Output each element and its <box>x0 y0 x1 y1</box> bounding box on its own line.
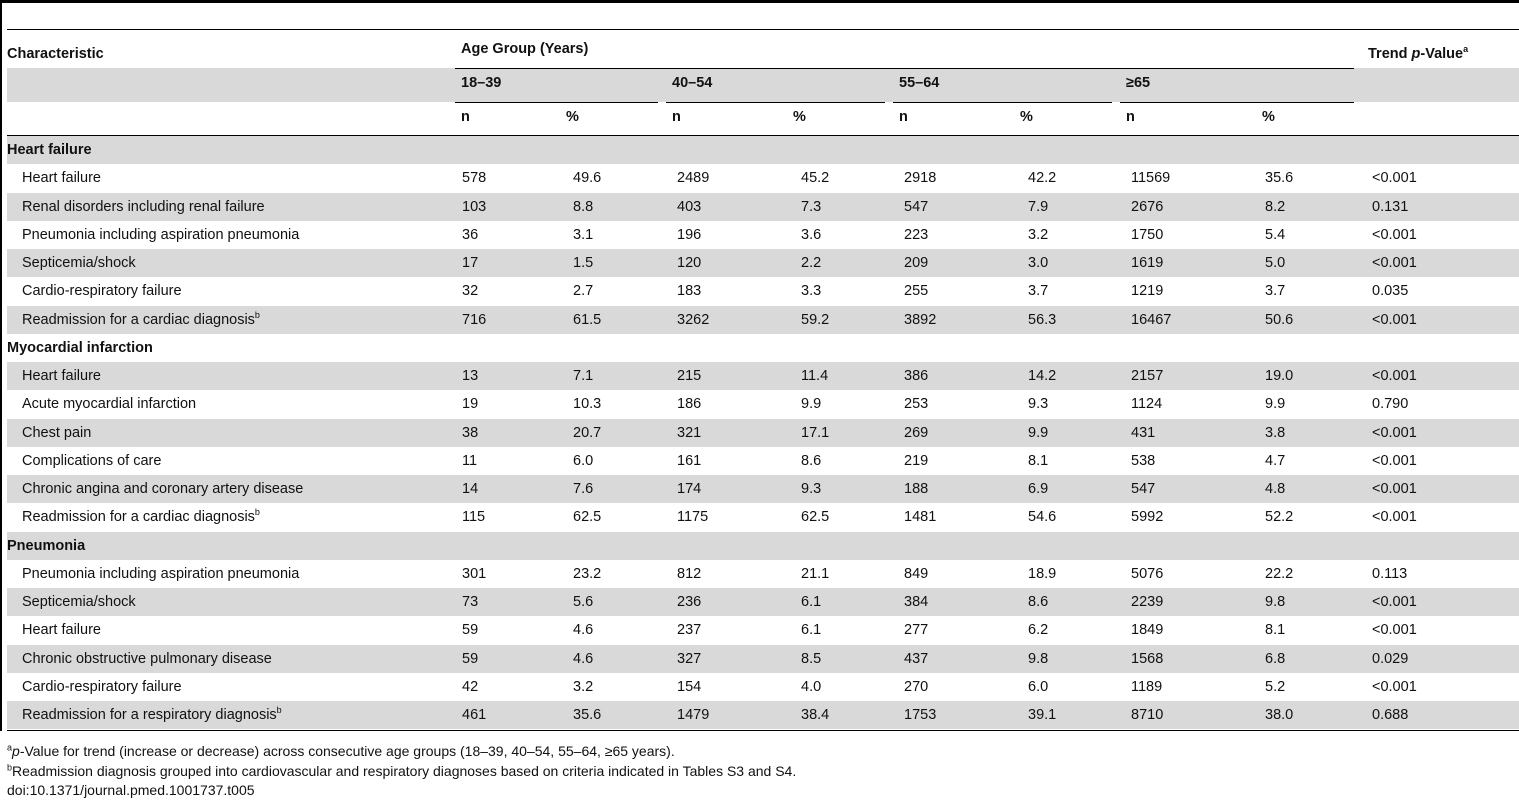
cell-pct: 6.9 <box>1028 475 1131 503</box>
cell-n: 174 <box>677 475 801 503</box>
cell-n: 3262 <box>677 306 801 334</box>
table-row <box>7 588 1519 616</box>
cell-p-value: 0.790 <box>1372 396 1409 413</box>
cell-n: 1753 <box>904 701 1028 729</box>
row-label <box>7 560 462 588</box>
cell-pct: 6.1 <box>801 588 904 616</box>
cell-pct: 8.1 <box>1265 622 1286 639</box>
cell-pct: 35.6 <box>573 701 677 729</box>
row-label <box>7 193 462 221</box>
cell-n: 327 <box>677 645 801 673</box>
cell-pct: 8.2 <box>1265 193 1372 221</box>
header-group-65-plus: ≥65 <box>1126 75 1151 91</box>
cell-n: 1219 <box>1131 283 1164 300</box>
cell-pct: 9.9 <box>801 396 822 413</box>
group-rule-1 <box>455 102 658 103</box>
table-row <box>7 419 1519 447</box>
cell-n: 269 <box>904 419 1028 447</box>
cell-n: 115 <box>462 509 486 526</box>
cell-pct: 50.6 <box>1265 306 1372 334</box>
cell-pct: 3.8 <box>1265 419 1372 447</box>
cell-n: 219 <box>904 452 929 469</box>
cell-n: 183 <box>677 283 702 300</box>
cell-p-value: <0.001 <box>1372 226 1417 243</box>
row-label <box>7 390 462 418</box>
row-label-text: Chronic obstructive pulmonary disease <box>22 650 272 667</box>
cell-pct: 14.2 <box>1028 362 1131 390</box>
cell-pct: 3.2 <box>1028 226 1049 243</box>
cell-n: 2489 <box>677 170 710 187</box>
cell-pct: 6.2 <box>1028 622 1049 639</box>
cell-n: 255 <box>904 283 929 300</box>
cell-n: 154 <box>677 678 702 695</box>
row-label <box>7 249 462 277</box>
header-group-18-39: 18–39 <box>461 75 502 91</box>
row-label <box>7 645 462 673</box>
group-rule-2 <box>666 102 885 103</box>
cell-pct: 3.6 <box>801 226 822 243</box>
cell-n: 5076 <box>1131 565 1164 582</box>
header-band-groups <box>7 68 1519 102</box>
cell-pct: 6.0 <box>573 452 594 469</box>
cell-pct: 9.8 <box>1265 588 1372 616</box>
header-characteristic: Characteristic <box>7 46 104 62</box>
row-label <box>7 362 462 390</box>
cell-n: 2676 <box>1131 193 1265 221</box>
cell-n: 1479 <box>677 701 801 729</box>
cell-pct: 3.1 <box>573 226 594 243</box>
cell-pct: 52.2 <box>1265 509 1294 526</box>
cell-pct: 5.2 <box>1265 678 1286 695</box>
cell-n: 19 <box>462 396 479 413</box>
row-label-text: Acute myocardial infarction <box>22 396 197 413</box>
cell-n: 11569 <box>1131 170 1171 187</box>
cell-n: 849 <box>904 565 929 582</box>
cell-pct: 3.7 <box>1265 283 1286 300</box>
table-row <box>7 701 1519 729</box>
cell-pct: 20.7 <box>573 419 677 447</box>
cell-pct: 38.4 <box>801 701 904 729</box>
cell-n: 301 <box>462 565 487 582</box>
cell-n: 1481 <box>904 509 937 526</box>
row-label <box>7 701 462 729</box>
row-label-text: Heart failure <box>22 622 101 639</box>
cell-n: 14 <box>462 475 573 503</box>
cell-pct: 22.2 <box>1265 565 1294 582</box>
cell-pct: 62.5 <box>801 509 830 526</box>
data-table <box>7 136 1519 729</box>
cell-pct: 4.6 <box>573 622 594 639</box>
cell-n: 223 <box>904 226 929 243</box>
row-label-text: Readmission for a respiratory diagnosis <box>22 707 277 724</box>
cell-pct: 3.7 <box>1028 283 1049 300</box>
table-row <box>7 306 1519 334</box>
row-label <box>7 447 462 475</box>
row-label <box>7 277 462 305</box>
header-n-2: n <box>672 109 681 125</box>
row-label-text: Heart failure <box>22 368 101 385</box>
cell-pct: 7.6 <box>573 475 677 503</box>
header-pct-2: % <box>793 109 806 125</box>
cell-pct: 4.8 <box>1265 475 1372 503</box>
row-label <box>7 503 462 531</box>
row-label-text: Heart failure <box>22 170 101 187</box>
cell-pct: 8.1 <box>1028 452 1049 469</box>
cell-pct: 7.3 <box>801 193 904 221</box>
cell-p-value: 0.029 <box>1372 645 1519 673</box>
cell-p-value: <0.001 <box>1372 419 1519 447</box>
cell-n: 17 <box>462 249 573 277</box>
row-label-text: Renal disorders including renal failure <box>22 198 265 215</box>
cell-n: 161 <box>677 452 702 469</box>
row-label <box>7 164 462 192</box>
cell-pct: 3.0 <box>1028 249 1131 277</box>
row-label <box>7 419 462 447</box>
table-row <box>7 193 1519 221</box>
cell-pct: 11.4 <box>801 362 904 390</box>
table-row <box>7 475 1519 503</box>
cell-pct: 8.5 <box>801 645 904 673</box>
cell-pct: 9.3 <box>1028 396 1049 413</box>
cell-n: 215 <box>677 362 801 390</box>
header-age-group: Age Group (Years) <box>461 41 589 57</box>
cell-pct: 23.2 <box>573 565 602 582</box>
cell-n: 59 <box>462 645 573 673</box>
cell-n: 321 <box>677 419 801 447</box>
header-trend: Trend p-Value$^a$ <box>1368 44 1469 62</box>
cell-n: 461 <box>462 701 573 729</box>
row-label <box>7 306 462 334</box>
cell-n: 277 <box>904 622 929 639</box>
table-row <box>7 673 1519 701</box>
cell-n: 120 <box>677 249 801 277</box>
cell-pct: 62.5 <box>573 509 602 526</box>
cell-n: 547 <box>904 193 1028 221</box>
row-label-text: Complications of care <box>22 452 162 469</box>
cell-pct: 9.3 <box>801 475 904 503</box>
cell-n: 196 <box>677 226 702 243</box>
cell-pct: 7.9 <box>1028 193 1131 221</box>
cell-n: 36 <box>462 226 479 243</box>
table-row <box>7 362 1519 390</box>
footnote-marker: b <box>276 705 282 716</box>
table-row <box>7 616 1519 644</box>
cell-p-value: <0.001 <box>1372 170 1417 187</box>
row-label-text: Cardio-respiratory failure <box>22 283 182 300</box>
cell-n: 538 <box>1131 452 1156 469</box>
cell-p-value: 0.688 <box>1372 701 1519 729</box>
row-label <box>7 221 462 249</box>
cell-pct: 61.5 <box>573 306 677 334</box>
header-n-1: n <box>461 109 470 125</box>
table-row <box>7 390 1519 418</box>
cell-p-value: <0.001 <box>1372 588 1519 616</box>
cell-p-value: 0.035 <box>1372 283 1409 300</box>
cell-n: 253 <box>904 396 929 413</box>
cell-pct: 17.1 <box>801 419 904 447</box>
header-pct-4: % <box>1262 109 1275 125</box>
cell-p-value: <0.001 <box>1372 509 1417 526</box>
row-label <box>7 475 462 503</box>
section-title: Heart failure <box>7 136 1519 164</box>
footnote-marker: b <box>254 309 260 320</box>
row-label-text: Pneumonia including aspiration pneumonia <box>22 226 300 243</box>
row-label-text: Chest pain <box>22 424 92 441</box>
cell-pct: 49.6 <box>573 170 602 187</box>
cell-pct: 18.9 <box>1028 565 1057 582</box>
cell-n: 236 <box>677 588 801 616</box>
cell-pct: 3.2 <box>573 678 594 695</box>
table-row <box>7 277 1519 305</box>
cell-pct: 21.1 <box>801 565 830 582</box>
cell-n: 578 <box>462 170 487 187</box>
cell-pct: 5.4 <box>1265 226 1286 243</box>
cell-pct: 6.0 <box>1028 678 1049 695</box>
cell-pct: 5.0 <box>1265 249 1372 277</box>
table-row <box>7 249 1519 277</box>
section-row <box>7 532 1519 560</box>
cell-n: 1568 <box>1131 645 1265 673</box>
cell-pct: 4.0 <box>801 678 822 695</box>
row-label <box>7 588 462 616</box>
section-row <box>7 136 1519 164</box>
cell-pct: 9.8 <box>1028 645 1131 673</box>
cell-n: 186 <box>677 396 702 413</box>
cell-n: 8710 <box>1131 701 1265 729</box>
cell-pct: 35.6 <box>1265 170 1294 187</box>
cell-p-value: <0.001 <box>1372 249 1519 277</box>
section-title: Pneumonia <box>7 532 1519 560</box>
cell-pct: 39.1 <box>1028 701 1131 729</box>
cell-p-value: <0.001 <box>1372 678 1417 695</box>
cell-n: 1849 <box>1131 622 1164 639</box>
cell-n: 237 <box>677 622 702 639</box>
cell-pct: 19.0 <box>1265 362 1372 390</box>
cell-n: 42 <box>462 678 479 695</box>
table-bottom-rule <box>7 730 1519 731</box>
cell-pct: 9.9 <box>1265 396 1286 413</box>
cell-p-value: <0.001 <box>1372 452 1417 469</box>
cell-n: 38 <box>462 419 573 447</box>
cell-n: 437 <box>904 645 1028 673</box>
cell-pct: 56.3 <box>1028 306 1131 334</box>
cell-p-value: <0.001 <box>1372 475 1519 503</box>
cell-p-value: <0.001 <box>1372 622 1417 639</box>
header-top-rule <box>7 29 1519 30</box>
cell-pct: 8.8 <box>573 193 677 221</box>
cell-pct: 38.0 <box>1265 701 1372 729</box>
cell-pct: 2.2 <box>801 249 904 277</box>
cell-n: 547 <box>1131 475 1265 503</box>
header-pct-1: % <box>566 109 579 125</box>
cell-n: 716 <box>462 306 573 334</box>
age-group-rule <box>455 68 1354 69</box>
cell-p-value: <0.001 <box>1372 306 1519 334</box>
row-label-text: Readmission for a cardiac diagnosis <box>22 509 255 526</box>
cell-pct: 4.6 <box>573 645 677 673</box>
cell-n: 3892 <box>904 306 1028 334</box>
group-rule-4 <box>1120 102 1354 103</box>
table-row <box>7 645 1519 673</box>
cell-pct: 7.1 <box>573 362 677 390</box>
cell-n: 209 <box>904 249 1028 277</box>
doi-text: doi:10.1371/journal.pmed.1001737.t005 <box>7 782 255 798</box>
row-label-text: Septicemia/shock <box>22 594 136 611</box>
header-pct-3: % <box>1020 109 1033 125</box>
row-label <box>7 616 462 644</box>
cell-pct: 42.2 <box>1028 170 1057 187</box>
cell-n: 1619 <box>1131 249 1265 277</box>
cell-pct: 59.2 <box>801 306 904 334</box>
cell-n: 188 <box>904 475 1028 503</box>
cell-n: 1750 <box>1131 226 1164 243</box>
cell-p-value: 0.113 <box>1372 565 1408 582</box>
cell-pct: 9.9 <box>1028 419 1131 447</box>
cell-n: 2918 <box>904 170 937 187</box>
header-n-3: n <box>899 109 908 125</box>
cell-pct: 10.3 <box>573 396 602 413</box>
cell-n: 2239 <box>1131 588 1265 616</box>
row-label-text: Septicemia/shock <box>22 255 136 272</box>
cell-n: 11 <box>462 452 478 469</box>
cell-pct: 8.6 <box>1028 588 1131 616</box>
cell-n: 5992 <box>1131 509 1164 526</box>
table-row <box>7 503 1519 531</box>
cell-n: 1175 <box>677 509 709 526</box>
cell-n: 16467 <box>1131 306 1265 334</box>
cell-n: 270 <box>904 678 929 695</box>
cell-n: 103 <box>462 193 573 221</box>
header-group-40-54: 40–54 <box>672 75 713 91</box>
cell-n: 403 <box>677 193 801 221</box>
cell-n: 386 <box>904 362 1028 390</box>
table-row <box>7 164 1519 192</box>
row-label-text: Cardio-respiratory failure <box>22 678 182 695</box>
header-group-55-64: 55–64 <box>899 75 940 91</box>
table-row <box>7 447 1519 475</box>
cell-p-value: 0.131 <box>1372 193 1519 221</box>
cell-pct: 4.7 <box>1265 452 1286 469</box>
cell-n: 32 <box>462 283 479 300</box>
cell-n: 1189 <box>1131 678 1163 695</box>
cell-pct: 3.3 <box>801 283 822 300</box>
cell-n: 59 <box>462 622 479 639</box>
cell-pct: 5.6 <box>573 588 677 616</box>
footnote-a: $^a$p-Value for trend (increase or decrease) across consecutive age groups (18–39, 40–54, 55–64, ≥65 years). <box>7 742 675 759</box>
group-rule-3 <box>893 102 1112 103</box>
footnote-b: $^b$Readmission diagnosis grouped into cardiovascular and respiratory diagnoses based on criteria indicated in Tables S3 and S4. <box>7 762 797 779</box>
cell-n: 431 <box>1131 419 1265 447</box>
cell-pct: 8.6 <box>801 452 822 469</box>
footnote-marker: b <box>254 507 260 518</box>
cell-pct: 45.2 <box>801 170 830 187</box>
cell-n: 384 <box>904 588 1028 616</box>
row-label-text: Chronic angina and coronary artery disease <box>22 481 304 498</box>
cell-n: 13 <box>462 362 573 390</box>
cell-p-value: <0.001 <box>1372 362 1519 390</box>
row-label-text: Readmission for a cardiac diagnosis <box>22 311 255 328</box>
cell-n: 812 <box>677 565 702 582</box>
cell-n: 2157 <box>1131 362 1265 390</box>
cell-pct: 6.1 <box>801 622 822 639</box>
cell-pct: 6.8 <box>1265 645 1372 673</box>
header-n-4: n <box>1126 109 1135 125</box>
cell-pct: 54.6 <box>1028 509 1057 526</box>
table-row <box>7 221 1519 249</box>
cell-pct: 1.5 <box>573 249 677 277</box>
section-title: Myocardial infarction <box>7 339 153 356</box>
row-label-text: Pneumonia including aspiration pneumonia <box>22 565 300 582</box>
cell-n: 73 <box>462 588 573 616</box>
cell-n: 1124 <box>1131 396 1163 413</box>
section-row <box>7 334 1519 362</box>
cell-pct: 2.7 <box>573 283 594 300</box>
row-label <box>7 673 462 701</box>
table-row <box>7 560 1519 588</box>
